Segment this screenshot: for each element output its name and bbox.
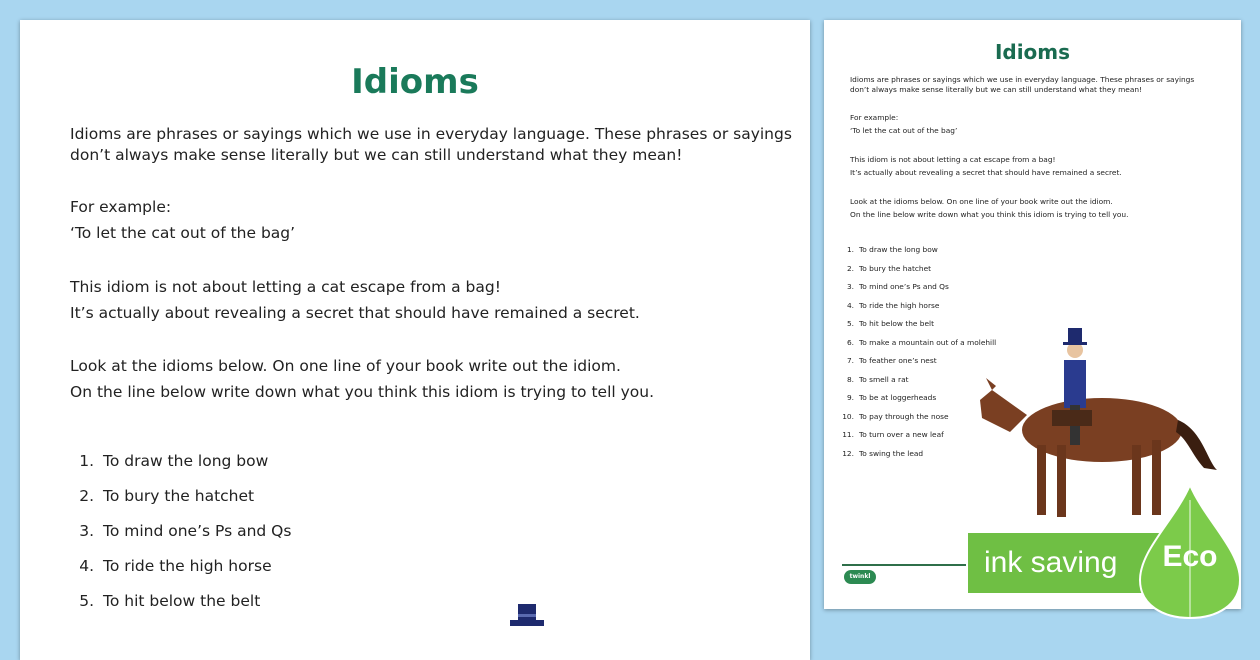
list-item: 1. To draw the long bow: [79, 452, 269, 470]
explain-line-1-small: This idiom is not about letting a cat escape from a bag!: [850, 155, 1056, 164]
list-item: 7. To feather one’s nest: [846, 356, 937, 365]
rider-hat-icon: [500, 600, 560, 630]
example-quote-small: ‘To let the cat out of the bag’: [850, 126, 958, 135]
list-item: 6. To make a mountain out of a molehill: [846, 337, 997, 347]
instruction-line-1: Look at the idioms below. On one line of your book write out the idiom.: [70, 357, 621, 375]
eco-label: Eco: [1162, 540, 1218, 573]
list-item: 5. To hit below the belt: [79, 592, 261, 610]
idiom-list: [70, 451, 291, 626]
list-item: 9. To be at loggerheads: [846, 393, 937, 402]
intro-line-1: Idioms are phrases or sayings which we use in everyday language. These phrases or sayings: [70, 125, 792, 143]
list-item: 10. To pay through the nose: [842, 411, 949, 421]
list-item: 4. To ride the high horse: [846, 300, 940, 310]
list-item: 2. To bury the hatchet: [846, 263, 932, 273]
intro-line-1-small: Idioms are phrases or sayings which we use in everyday language. These phrases or sayings: [850, 75, 1195, 84]
twinkl-logo: twinkl: [844, 570, 876, 584]
list-item: 11. To turn over a new leaf: [842, 430, 944, 439]
explain-line-1: This idiom is not about letting a cat escape from a bag!: [70, 278, 501, 296]
list-item: 12. To swing the lead: [842, 448, 924, 458]
instruction-line-1-small: Look at the idioms below. On one line of your book write out the idiom.: [850, 197, 1113, 206]
example-label-small: For example:: [850, 113, 899, 122]
page-title-small: Idioms: [994, 40, 1071, 64]
list-item: 3. To mind one’s Ps and Qs: [79, 522, 292, 540]
instruction-line-2-small: On the line below write down what you think this idiom is trying to tell you.: [850, 210, 1129, 219]
instruction-line-2: On the line below write down what you think this idiom is trying to tell you.: [70, 383, 655, 401]
ink-saving-banner: ink saving: [966, 531, 1172, 595]
list-item: 3. To mind one’s Ps and Qs: [846, 282, 949, 291]
page-title: Idioms: [351, 62, 479, 102]
list-item: 8. To smell a rat: [846, 374, 909, 384]
example-label: For example:: [70, 198, 172, 216]
intro-line-2-small: don’t always make sense literally but we can still understand what they mean!: [850, 85, 1143, 94]
explain-line-2-small: It’s actually about revealing a secret that should have remained a secret.: [850, 168, 1122, 177]
explain-line-2: It’s actually about revealing a secret that should have remained a secret.: [70, 304, 640, 322]
list-item: 5. To hit below the belt: [846, 319, 934, 328]
worksheet-page-zoomed: [20, 20, 810, 660]
list-item: 2. To bury the hatchet: [79, 487, 255, 505]
example-quote: ‘To let the cat out of the bag’: [70, 224, 296, 242]
intro-line-2: don’t always make sense literally but we can still understand what they mean!: [70, 146, 683, 164]
list-item: 1. To draw the long bow: [846, 245, 938, 254]
list-item: 4. To ride the high horse: [79, 557, 272, 575]
